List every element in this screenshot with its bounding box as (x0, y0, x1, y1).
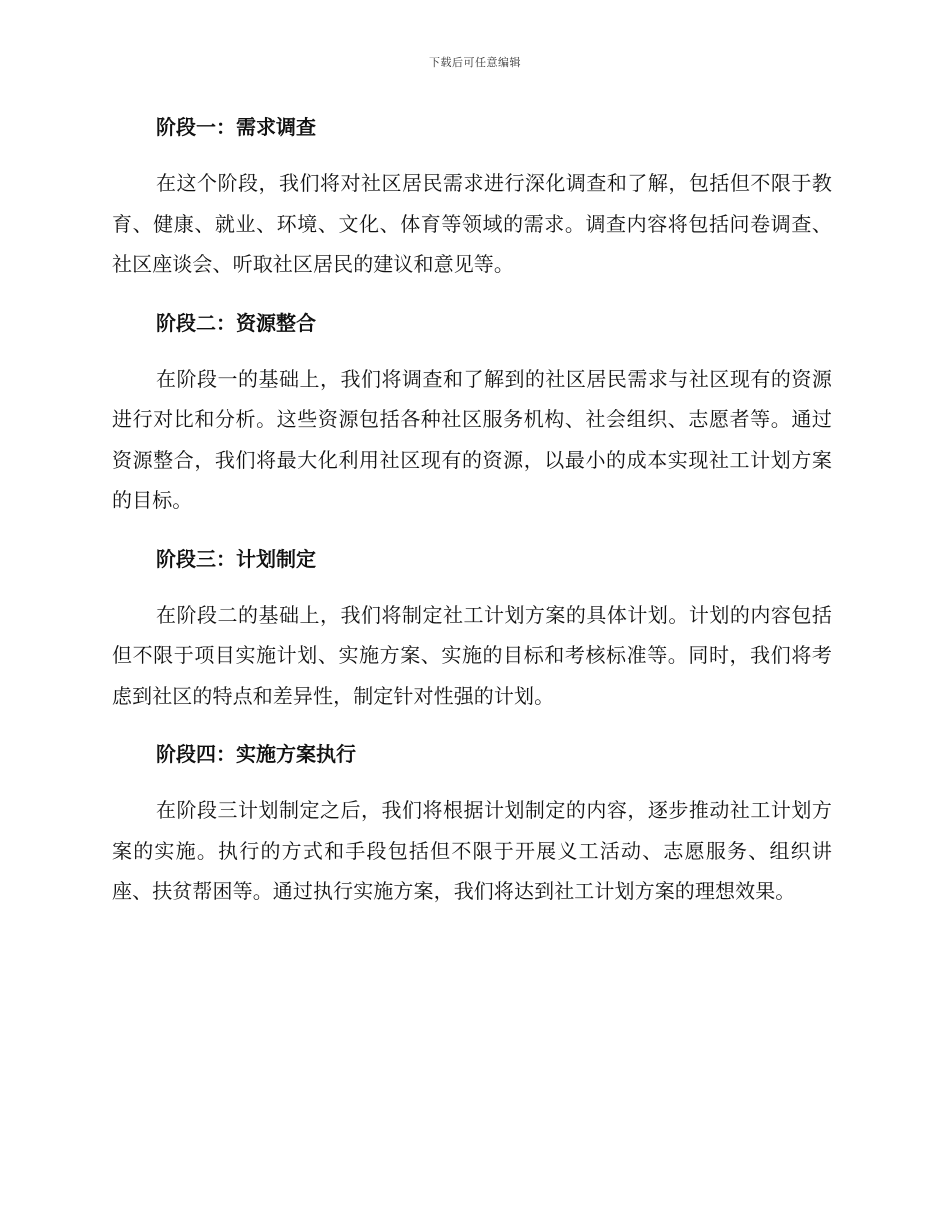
section-paragraph: 在这个阶段，我们将对社区居民需求进行深化调查和了解，包括但不限于教育、健康、就业、环境、文化、体育等领域的需求。调查内容将包括问卷调查、社区座谈会、听取社区居民的建议和意见等。 (112, 171, 832, 276)
section-heading: 阶段三：计划制定 (156, 546, 316, 571)
header-note: 下载后可任意编辑 (429, 56, 521, 69)
document-content (112, 108, 832, 931)
section-stage-1 (112, 108, 832, 285)
section-paragraph: 在阶段一的基础上，我们将调查和了解到的社区居民需求与社区现有的资源进行对比和分析。这些资源包括各种社区服务机构、社会组织、志愿者等。通过资源整合，我们将最大化利用社区现有的资源，以最小的成本实现社工计划方案的目标。 (112, 366, 832, 512)
section-paragraph: 在阶段二的基础上，我们将制定社工计划方案的具体计划。计划的内容包括但不限于项目实施计划、实施方案、实施的目标和考核标准等。同时，我们将考虑到社区的特点和差异性，制定针对性强的计划。 (112, 602, 832, 708)
section-stage-4 (112, 735, 832, 912)
section-paragraph: 在阶段三计划制定之后，我们将根据计划制定的内容，逐步推动社工计划方案的实施。执行的方式和手段包括但不限于开展义工活动、志愿服务、组织讲座、扶贫帮困等。通过执行实施方案，我们将达到社工计划方案的理想效果。 (112, 798, 832, 903)
section-heading: 阶段四：实施方案执行 (156, 742, 356, 766)
section-heading: 阶段一：需求调查 (156, 115, 316, 139)
section-stage-3 (112, 540, 832, 717)
section-stage-2 (112, 304, 832, 521)
section-heading: 阶段二：资源整合 (156, 310, 316, 335)
